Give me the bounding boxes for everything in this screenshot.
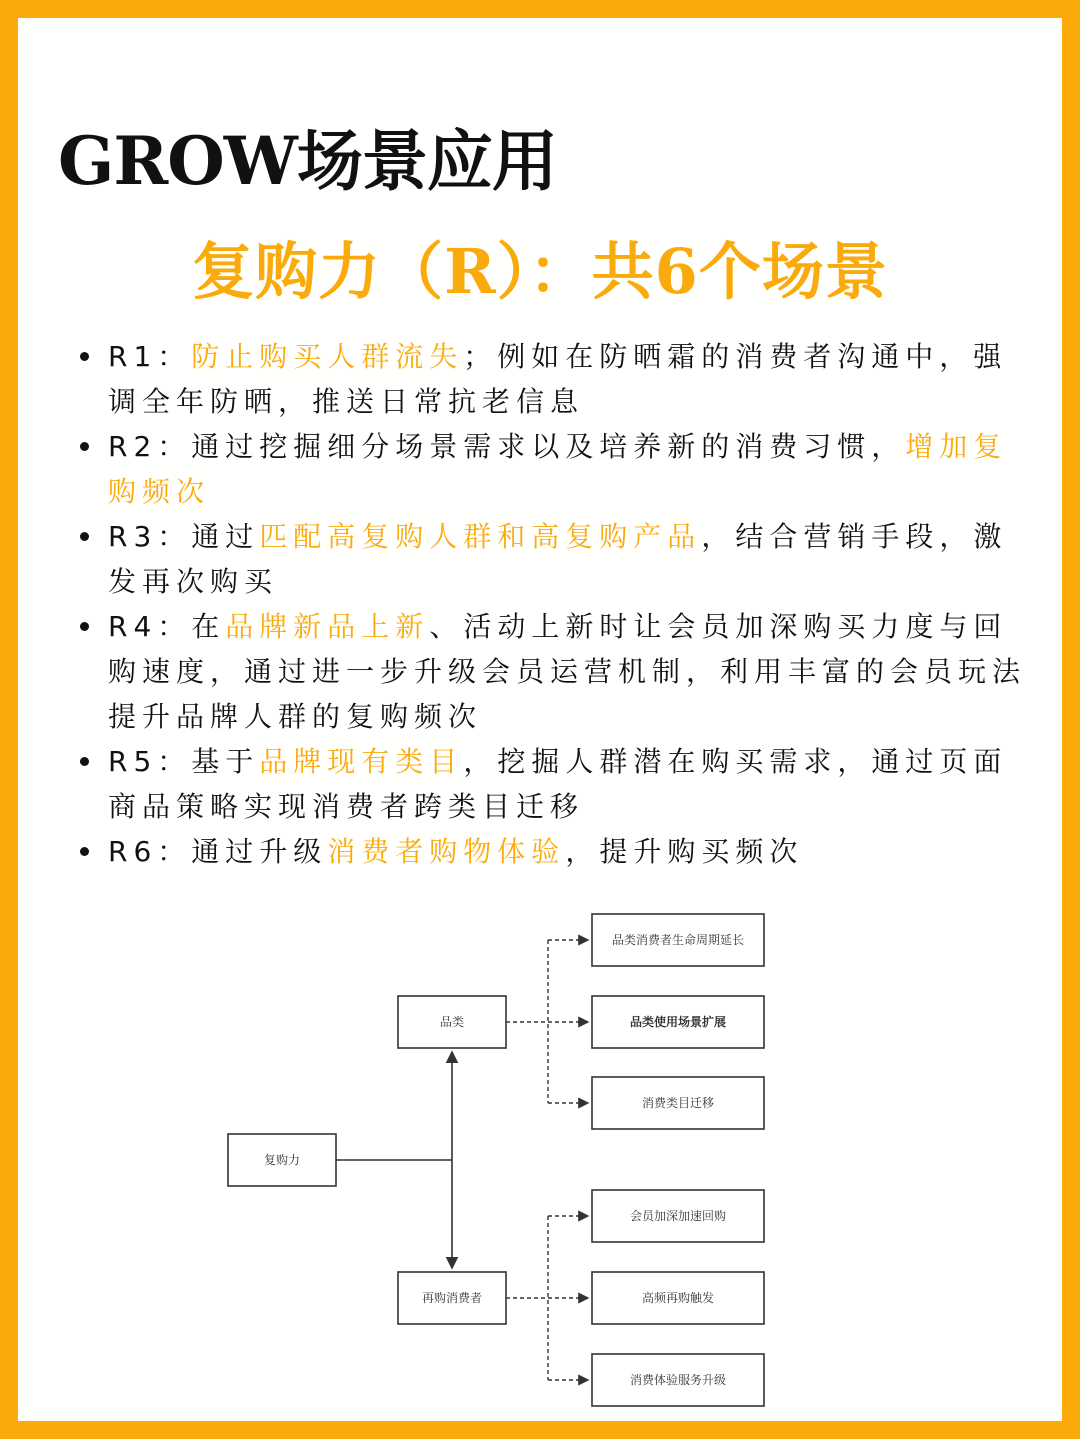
- scene-label: R1：: [108, 340, 192, 373]
- scene-highlight: 品牌新品上新: [225, 610, 430, 643]
- node-consumer-child: [592, 1272, 764, 1324]
- scene-highlight: 增加复购频次: [108, 430, 1008, 508]
- scene-text-pre: 在: [191, 610, 226, 643]
- node-category-child: [592, 914, 764, 966]
- scene-highlight: 品牌现有类目: [259, 745, 464, 778]
- page-subtitle: 复购力（R）：共6个场景: [192, 235, 888, 308]
- scene-label: R3：: [108, 520, 192, 553]
- node-root: [228, 1134, 336, 1186]
- scene-text-post: ，结合营销手段，激发再次购买: [108, 520, 1008, 598]
- node-consumer-child: [592, 1190, 764, 1242]
- node-consumer-child: [592, 1354, 764, 1406]
- scene-text-pre: 基于: [191, 745, 260, 778]
- scene-highlight: 消费者购物体验: [327, 835, 566, 868]
- node-consumer-label: 再购消费者: [421, 1291, 483, 1305]
- scene-label: R4：: [108, 610, 192, 643]
- scene-label: R5：: [108, 745, 192, 778]
- consumer-connectors: [506, 1216, 588, 1380]
- root-connectors: [336, 1052, 452, 1268]
- scene-label: R6：: [108, 835, 192, 868]
- scene-text-post: ，挖掘人群潜在购买需求，通过页面商品策略实现消费者跨类目迁移: [108, 745, 1008, 823]
- node-root-label: 复购力: [263, 1153, 301, 1167]
- scene-label: R2：: [108, 430, 192, 463]
- category-connectors: [506, 940, 588, 1103]
- node-category-label: 品类: [439, 1015, 465, 1029]
- node-category: [398, 996, 506, 1048]
- node-category-child: [592, 1077, 764, 1129]
- node-consumer-child-label: 高频再购触发: [641, 1291, 715, 1305]
- node-category-child-label: 品类使用场景扩展: [629, 1015, 727, 1029]
- scene-text-post: ，提升购买频次: [565, 835, 804, 868]
- scene-text-post: ；例如在防晒霜的消费者沟通中，强调全年防晒，推送日常抗老信息: [108, 340, 1008, 418]
- scene-text-post: 、活动上新时让会员加深购买力度与回购速度，通过进一步升级会员运营机制，利用丰富的会员玩法提升品牌人群的复购频次: [108, 610, 1027, 733]
- scene-text-pre: 通过: [191, 520, 260, 553]
- node-consumer-child-label: 会员加深加速回购: [629, 1209, 727, 1223]
- node-consumer: [398, 1272, 506, 1324]
- node-category-child-label: 消费类目迁移: [641, 1096, 715, 1110]
- scene-highlight: 防止购买人群流失: [191, 340, 464, 373]
- scene-highlight: 匹配高复购人群和高复购产品: [259, 520, 702, 553]
- page-title: GROW场景应用: [58, 122, 557, 200]
- scene-text-pre: 通过挖掘细分场景需求以及培养新的消费习惯，: [191, 430, 906, 463]
- node-consumer-child-label: 消费体验服务升级: [629, 1373, 727, 1387]
- scene-text-pre: 通过升级: [191, 835, 328, 868]
- node-category-child-label: 品类消费者生命周期延长: [611, 933, 745, 947]
- node-category-child: [592, 996, 764, 1048]
